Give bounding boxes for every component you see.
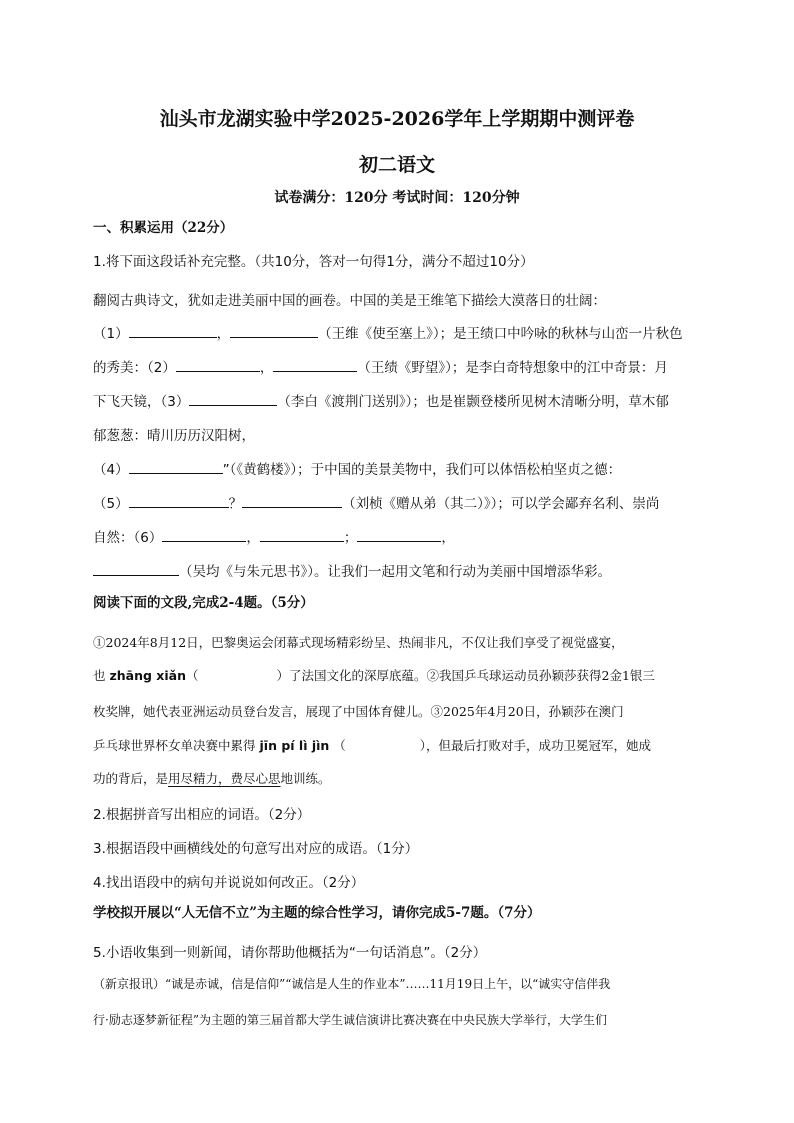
reading-line: 也 zhāng xiǎn（ ）了法国文化的深厚底蕴。②我国乒乓球运动员孙颖莎获得2金1银三 bbox=[93, 668, 655, 683]
passage-line: 的秀美：（2） ， （王绩《野望》）；是李白奇特想象中的江中奇景：月 bbox=[93, 356, 668, 376]
exam-info: 试卷满分：120分 考试时间：120分钟 bbox=[274, 190, 520, 206]
reading-line: ①2024年8月12日，巴黎奥运会闭幕式现场精彩纷呈、热闹非凡，不仅让我们享受了视觉盛宴， bbox=[93, 635, 624, 650]
exam-title: 汕头市龙湖实验中学2025-2026学年上学期期中测评卷 bbox=[159, 108, 635, 130]
passage-line: （5） ？ （刘桢《赠从弟（其二）》）；可以学会鄙弃名利、崇尚 bbox=[93, 492, 659, 512]
passage-line: 翻阅古典诗文，犹如走进美丽中国的画卷。中国的美是王维笔下描绘大漠落日的壮阔： bbox=[93, 293, 606, 309]
answer-blank[interactable] bbox=[129, 493, 229, 508]
question-5: 5.小语收集到一则新闻，请你帮助他概括为“一句话消息”。（2分） bbox=[93, 945, 487, 961]
news-line: 行·励志逐梦新征程”为主题的第三届首都大学生诚信演讲比赛决赛在中央民族大学举行，大学生们 bbox=[93, 1013, 607, 1027]
activity-heading: 学校拟开展以“人无信不立”为主题的综合性学习，请你完成5-7题。（7分） bbox=[93, 905, 541, 921]
answer-blank[interactable] bbox=[357, 527, 441, 542]
reading-line: 功的背后，是用尽精力，费尽心思地训练。 bbox=[93, 771, 331, 786]
answer-blank[interactable] bbox=[176, 357, 260, 372]
passage-line: 自然：（6） ， ； ， bbox=[93, 526, 455, 546]
question-2: 2.根据拼音写出相应的词语。（2分） bbox=[93, 807, 311, 823]
news-line: （新京报讯）“诚是赤诚，信是信仰”“诚信是人生的作业本”……11月19日上午，以“诚实守信伴我 bbox=[93, 977, 611, 991]
section-heading: 一、积累运用（22分） bbox=[93, 220, 234, 236]
passage-line: （4） ”（《黄鹤楼》）；于中国的美景美物中，我们可以体悟松柏坚贞之德： bbox=[93, 458, 621, 478]
question-3: 3.根据语段中画横线处的句意写出对应的成语。（1分） bbox=[93, 841, 419, 857]
reading-heading: 阅读下面的文段,完成2-4题。（5分） bbox=[93, 595, 314, 611]
passage-line: 郁葱葱：晴川历历汉阳树， bbox=[93, 428, 255, 444]
answer-blank[interactable] bbox=[260, 527, 344, 542]
passage-line: （1） ， （王维《使至塞上》）；是王绩口中吟咏的秋林与山峦一片秋色 bbox=[93, 322, 683, 342]
answer-blank[interactable] bbox=[162, 527, 246, 542]
answer-blank[interactable] bbox=[242, 493, 342, 508]
passage-line: 下飞天镜，（3） （李白《渡荆门送别》）；也是崔颢登楼所见树木清晰分明，草木郁 bbox=[93, 390, 669, 410]
question-4: 4.找出语段中的病句并说说如何改正。（2分） bbox=[93, 875, 365, 891]
passage-line: （吴均《与朱元思书》）。让我们一起用文笔和行动为美丽中国增添华彩。 bbox=[93, 560, 611, 580]
answer-blank[interactable] bbox=[189, 391, 277, 406]
answer-blank[interactable] bbox=[273, 357, 357, 372]
answer-blank[interactable] bbox=[93, 561, 179, 576]
answer-blank[interactable] bbox=[129, 323, 217, 338]
answer-blank[interactable] bbox=[230, 323, 318, 338]
underlined-phrase: 用尽精力，费尽心思 bbox=[168, 771, 281, 786]
subject-title: 初二语文 bbox=[358, 154, 435, 176]
reading-line: 乒乓球世界杯女单决赛中累得 jīn pí lì jìn （ ），但最后打败对手，成功卫冕冠军，她成 bbox=[93, 738, 652, 753]
reading-line: 枚奖牌，她代表亚洲运动员登台发言，展现了中国体育健儿。③2025年4月20日，孙颖莎在澳门 bbox=[93, 704, 624, 719]
answer-blank[interactable] bbox=[129, 459, 223, 474]
pinyin-prompt: jīn pí lì jìn bbox=[259, 738, 330, 753]
question-1-prompt: 1.将下面这段话补充完整。（共10分，答对一句得1分，满分不超过10分） bbox=[93, 254, 534, 270]
pinyin-prompt: zhāng xiǎn bbox=[109, 668, 186, 683]
